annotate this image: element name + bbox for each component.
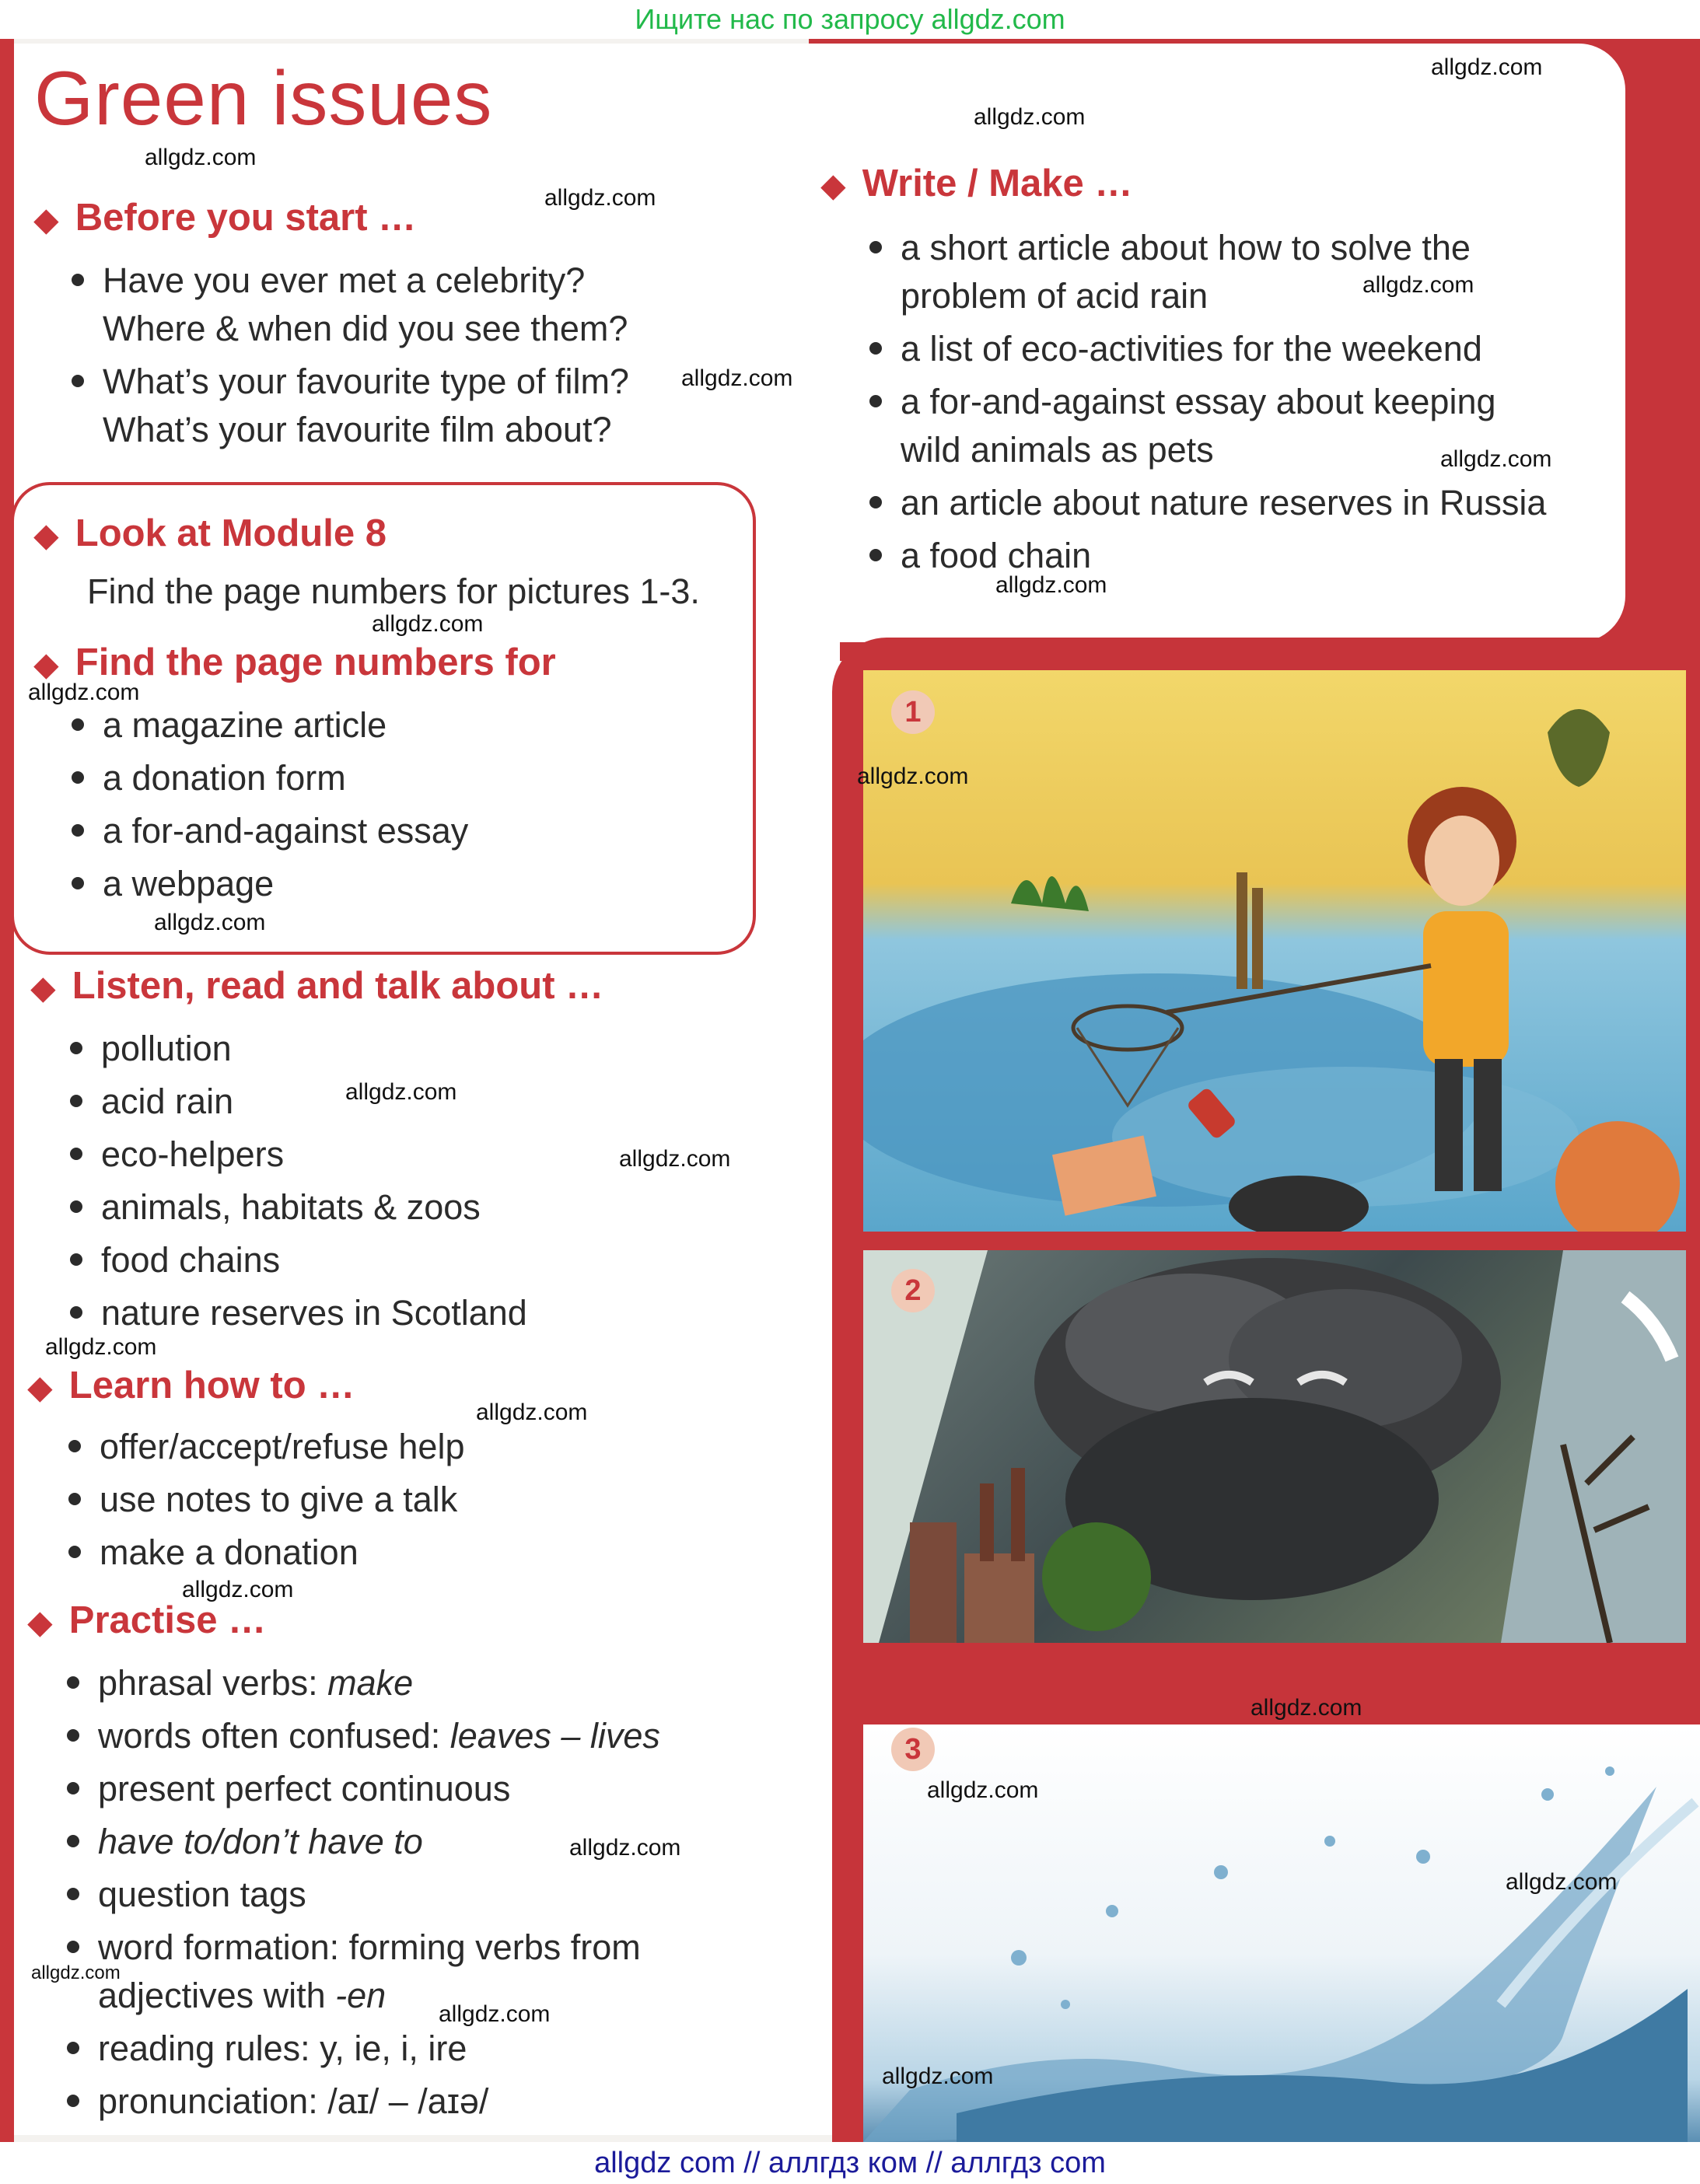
item-text: question tags: [98, 1875, 306, 1914]
item-text: words often confused:: [98, 1716, 450, 1756]
look-at-module-text: Find the page numbers for pictures 1-3.: [87, 571, 700, 611]
diamond-icon: ◆: [34, 203, 58, 237]
bottom-banner[interactable]: allgdz com // аллгдз ком // аллгдз com: [594, 2147, 1106, 2179]
bullet-icon: [68, 1493, 81, 1505]
list-item: [869, 378, 1546, 426]
list-item-continued: What’s your favourite film about?: [103, 410, 612, 449]
diamond-icon: ◆: [28, 1606, 52, 1640]
item-text: acid rain: [101, 1082, 234, 1121]
bullet-icon: [67, 1888, 79, 1900]
practise-heading: [28, 1599, 266, 1642]
bullet-icon: [72, 375, 84, 387]
list-item: [869, 325, 1546, 373]
bullet-icon: [72, 274, 84, 286]
item-text: make a donation: [100, 1532, 359, 1572]
list-item: [869, 532, 1546, 580]
picture-1: [863, 670, 1686, 1232]
watermark: allgdz.com: [182, 1577, 294, 1602]
item-text: a donation form: [103, 758, 346, 798]
list-item: [72, 701, 468, 750]
list-item: [68, 1529, 464, 1577]
item-text: Have you ever met a celebrity?: [103, 260, 586, 300]
list-item: [68, 1476, 464, 1524]
bullet-icon: [67, 2042, 79, 2054]
bullet-icon: [67, 1676, 79, 1689]
item-text: adjectives with: [98, 1976, 336, 2015]
list-item: [67, 1712, 660, 1760]
list-item: [67, 1924, 660, 1972]
watermark: allgdz.com: [619, 1146, 731, 1172]
list-item: [70, 1130, 527, 1179]
list-item: [72, 257, 629, 305]
item-text: food chains: [101, 1240, 281, 1280]
list-item: [72, 860, 468, 908]
learn-how-list: [68, 1423, 464, 1577]
write-make-heading: [821, 162, 1132, 205]
item-text: offer/accept/refuse help: [100, 1427, 465, 1466]
page-title: Green issues: [34, 55, 493, 141]
watermark: allgdz.com: [31, 1962, 121, 1983]
bullet-icon: [70, 1148, 82, 1160]
bullet-icon: [67, 1835, 79, 1847]
bullet-icon: [869, 241, 882, 253]
watermark: allgdz.com: [439, 2001, 551, 2027]
find-page-numbers-list: [72, 701, 468, 908]
before-you-start-list: [72, 257, 629, 454]
bullet-icon: [68, 1440, 81, 1452]
item-text: use notes to give a talk: [100, 1480, 458, 1519]
bullet-icon: [869, 549, 882, 561]
list-item: [70, 1236, 527, 1284]
heading-text: Learn how to …: [68, 1365, 355, 1406]
watermark: allgdz.com: [569, 1835, 681, 1861]
diamond-icon: ◆: [28, 1371, 52, 1405]
bullet-icon: [72, 718, 84, 731]
watermark: allgdz.com: [372, 611, 484, 637]
item-text: eco-helpers: [101, 1134, 285, 1174]
bullet-icon: [70, 1095, 82, 1107]
diamond-icon: ◆: [34, 648, 58, 682]
top-banner[interactable]: Ищите нас по запросу allgdz.com: [635, 3, 1065, 35]
item-italic: leaves – lives: [449, 1716, 660, 1756]
item-text: a list of eco-activities for the weekend: [901, 329, 1482, 369]
bullet-icon: [67, 1941, 79, 1953]
bullet-icon: [70, 1253, 82, 1266]
item-text: pollution: [101, 1029, 232, 1068]
list-item: [70, 1025, 527, 1073]
list-item: [70, 1078, 527, 1126]
list-item-continued: [67, 1972, 660, 2020]
list-item: [70, 1183, 527, 1232]
list-item: [72, 754, 468, 802]
diamond-icon: ◆: [34, 519, 58, 553]
before-you-start-heading: [34, 196, 416, 239]
heading-text: Listen, read and talk about …: [72, 965, 604, 1007]
picture-2: [863, 1250, 1686, 1643]
watermark: allgdz.com: [1362, 272, 1474, 298]
bullet-icon: [869, 496, 882, 508]
picture-number-1: 1: [891, 690, 935, 734]
bullet-icon: [68, 1546, 81, 1558]
watermark: allgdz.com: [927, 1777, 1039, 1803]
learn-how-heading: [28, 1364, 355, 1407]
bullet-icon: [70, 1306, 82, 1319]
item-text: reading rules: y, ie, i, ire: [98, 2028, 467, 2068]
bullet-icon: [67, 1782, 79, 1794]
list-item-continued: wild animals as pets: [901, 430, 1214, 470]
item-text: a short article about how to solve the: [901, 228, 1471, 267]
list-item: [67, 2077, 660, 2126]
watermark: allgdz.com: [544, 185, 656, 211]
list-item: [869, 224, 1546, 272]
item-text: a for-and-against essay: [103, 811, 469, 851]
item-text: animals, habitats & zoos: [101, 1187, 481, 1227]
watermark: allgdz.com: [145, 145, 257, 170]
list-item: [70, 1289, 527, 1337]
watermark: allgdz.com: [476, 1400, 588, 1425]
heading-text: Practise …: [68, 1599, 267, 1641]
list-item: [68, 1423, 464, 1471]
item-text: nature reserves in Scotland: [101, 1293, 527, 1333]
item-text: present perfect continuous: [98, 1769, 511, 1808]
watermark: allgdz.com: [681, 365, 793, 391]
item-text: word formation: forming verbs from: [98, 1927, 641, 1967]
watermark: allgdz.com: [1506, 1869, 1618, 1895]
list-item: [67, 2025, 660, 2073]
item-text: What’s your favourite type of film?: [103, 362, 629, 401]
item-italic: -en: [335, 1976, 387, 2015]
watermark: allgdz.com: [345, 1079, 457, 1105]
bullet-icon: [70, 1200, 82, 1213]
pollution-illustration: [863, 1250, 1686, 1643]
watermark: allgdz.com: [857, 764, 969, 789]
list-item: [67, 1659, 660, 1707]
heading-text: Before you start …: [75, 197, 417, 239]
item-italic: make: [327, 1663, 414, 1703]
watermark: allgdz.com: [28, 680, 140, 705]
watermark: allgdz.com: [882, 2063, 994, 2089]
bullet-icon: [869, 342, 882, 355]
diamond-icon: ◆: [821, 169, 845, 203]
bullet-icon: [72, 824, 84, 837]
bullet-icon: [70, 1042, 82, 1054]
left-red-edge: [0, 39, 14, 2142]
watermark: allgdz.com: [1431, 54, 1543, 80]
watermark: allgdz.com: [995, 572, 1107, 598]
list-item: [72, 807, 468, 855]
item-text: phrasal verbs:: [98, 1663, 328, 1703]
item-text: a webpage: [103, 864, 275, 903]
item-text: pronunciation: /aɪ/ – /aɪə/: [98, 2081, 489, 2121]
item-text: a magazine article: [103, 705, 387, 745]
bullet-icon: [72, 877, 84, 889]
list-item: [72, 358, 629, 406]
diamond-icon: ◆: [31, 971, 55, 1005]
listen-read-heading: [31, 964, 603, 1008]
heading-text: Look at Module 8: [75, 512, 387, 554]
list-item: [67, 1765, 660, 1813]
practise-list: [67, 1659, 660, 2126]
find-page-numbers-heading: [34, 641, 556, 684]
item-text: an article about nature reserves in Russia: [901, 483, 1547, 522]
pond-illustration: [863, 670, 1686, 1232]
picture-number-3: 3: [891, 1728, 935, 1771]
bullet-icon: [869, 395, 882, 407]
item-italic: have to/don’t have to: [98, 1822, 423, 1861]
bullet-icon: [67, 2095, 79, 2107]
list-item-continued: Where & when did you see them?: [103, 309, 628, 348]
list-item: [869, 479, 1546, 527]
heading-text: Find the page numbers for: [75, 641, 556, 683]
watermark: allgdz.com: [154, 910, 266, 935]
list-item: [67, 1871, 660, 1919]
list-item-continued: problem of acid rain: [901, 276, 1209, 316]
bullet-icon: [72, 771, 84, 784]
item-text: a for-and-against essay about keeping: [901, 382, 1496, 421]
item-text: a food chain: [901, 536, 1092, 575]
watermark: allgdz.com: [45, 1334, 157, 1360]
watermark: allgdz.com: [1440, 446, 1552, 472]
look-at-module-heading: [34, 512, 387, 555]
bullet-icon: [67, 1729, 79, 1742]
heading-text: Write / Make …: [862, 162, 1133, 204]
listen-read-list: [70, 1025, 527, 1337]
picture-number-2: 2: [891, 1269, 935, 1312]
watermark: allgdz.com: [1251, 1695, 1362, 1721]
watermark: allgdz.com: [974, 104, 1086, 130]
